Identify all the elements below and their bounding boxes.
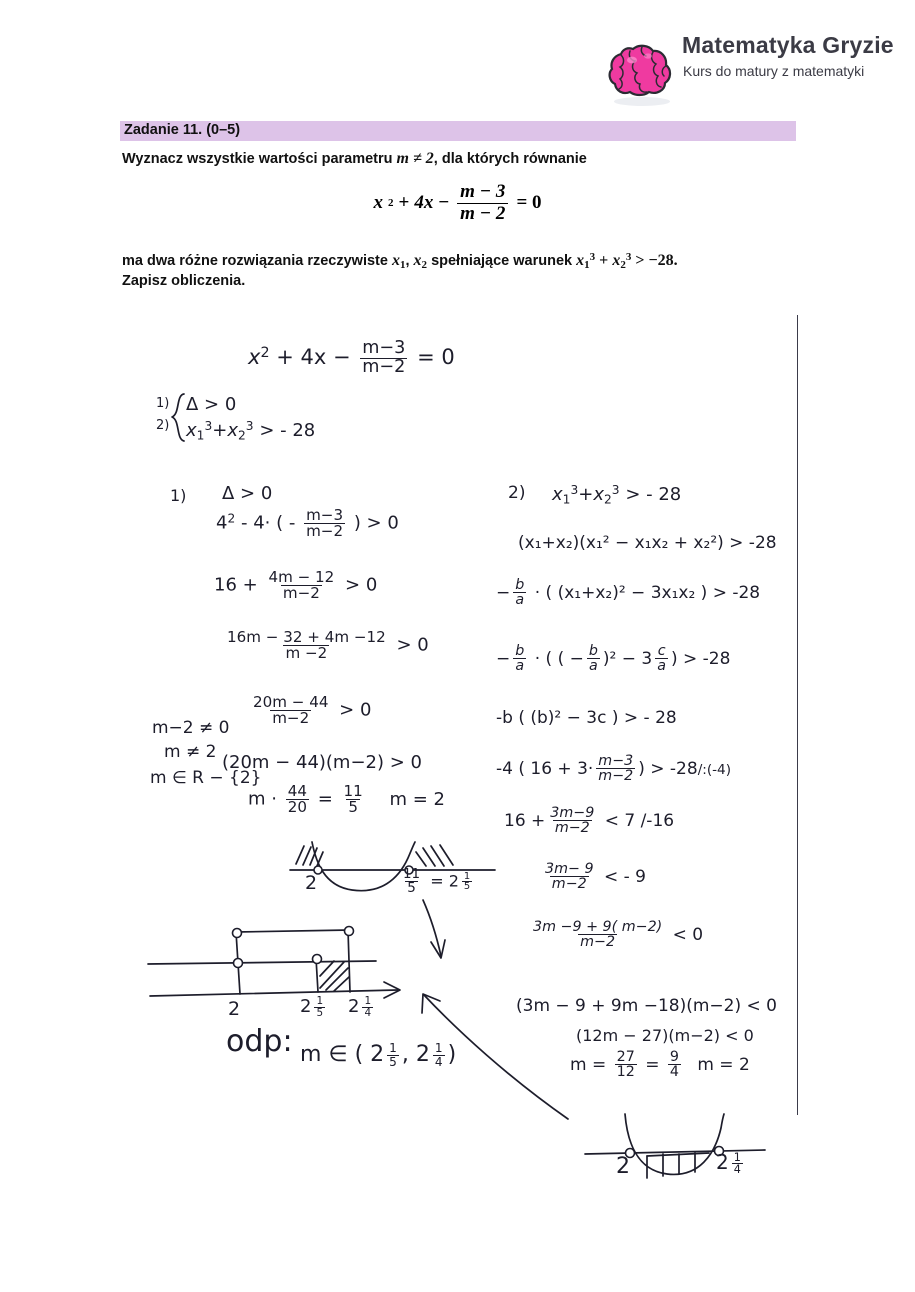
- hw-r1-x1: x: [552, 484, 563, 506]
- hw-r6-div: /:(-4): [697, 761, 732, 778]
- hw-note-domain: m ∈ R − {2}: [150, 768, 262, 788]
- hw-sys-x1-sub: 1: [196, 428, 205, 443]
- hw-system-brace: [168, 392, 188, 444]
- hw-bottom-root-2: [716, 1150, 746, 1175]
- hw-r4-den: a: [515, 658, 525, 675]
- hw-left-root2-mixed: [462, 872, 472, 893]
- hw-l7-num2: 11: [343, 782, 363, 800]
- hw-l4-num: 16m − 32 + 4m −12: [227, 628, 386, 646]
- hw-r4-num3: c: [657, 643, 666, 659]
- hw-left-root2-mixed-den: 5: [463, 881, 471, 893]
- hw-system-cond-2: [186, 419, 315, 443]
- hw-arrow-down: [415, 898, 455, 968]
- hw-nl-t2-den: 5: [316, 1006, 324, 1019]
- hw-r9-den: m−2: [580, 934, 616, 951]
- hw-r9-b: < 0: [672, 924, 704, 945]
- hw-left-l1: Δ > 0: [222, 483, 273, 504]
- hw-system-cond-1: Δ > 0: [186, 394, 237, 415]
- hw-right-r11: (12m − 27)(m−2) < 0: [576, 1026, 754, 1045]
- hw-left-l3: [214, 570, 377, 601]
- hw-r4-fraction-3: [655, 644, 668, 674]
- eq-4x: 4x: [414, 192, 434, 214]
- hw-r12-fraction-1: [615, 1050, 637, 1080]
- hw-r8-den: m−2: [551, 876, 587, 893]
- hw-l2-den: m−2: [306, 522, 344, 541]
- hw-l2-c: ) > 0: [353, 512, 399, 534]
- task-x2: x: [413, 252, 422, 269]
- hw-l3-a: 16 +: [214, 574, 258, 596]
- hw-r4-b: · ( ( −: [534, 648, 584, 669]
- eq-fraction: [457, 182, 508, 224]
- eq-x-exponent: 2: [387, 197, 394, 210]
- margin-rule-line: [797, 315, 798, 1115]
- task-statement-line-1: [122, 150, 587, 168]
- task-cond-x1: x: [576, 252, 585, 269]
- hw-ans-a: m ∈ ( 2: [300, 1042, 385, 1067]
- eq-fraction-denominator: m − 2: [457, 203, 508, 225]
- hw-r1-x1-sub: 1: [562, 492, 571, 507]
- hw-r7-op: /-16: [640, 810, 675, 831]
- hw-nl-t2-frac: [314, 996, 325, 1018]
- hw-r7-num: 3m−9: [550, 805, 595, 821]
- hw-ans-f2-den: 4: [434, 1054, 443, 1069]
- hw-r4-num2: b: [588, 643, 598, 659]
- hw-right-r9: [528, 920, 703, 950]
- hw-l3-fraction: [266, 570, 336, 601]
- hw-ans-c: ): [447, 1042, 457, 1067]
- hw-nl-t3-den: 4: [364, 1006, 372, 1019]
- task-text-a: Wyznacz wszystkie wartości parametru: [122, 151, 393, 167]
- hw-l7-den: 20: [287, 798, 307, 817]
- hw-left-root-1: 2: [305, 872, 318, 894]
- hw-nl-t2-num: 1: [316, 995, 324, 1008]
- hw-parabola-sketch-bottom: [585, 1112, 815, 1192]
- hw-left-root2-mixed-num: 1: [463, 870, 471, 882]
- hw-sys-x1-sup: 3: [204, 419, 213, 433]
- task-text-c: ma dwa różne rozwiązania rzeczywiste: [122, 253, 388, 269]
- hw-l5-b: > 0: [339, 699, 372, 721]
- hw-eq-frac-num: m−3: [362, 338, 406, 358]
- hw-eq-fraction: [360, 340, 407, 376]
- task-cond-x1-sup: 3: [589, 251, 596, 263]
- hw-right-r10: (3m − 9 + 9m −18)(m−2) < 0: [516, 996, 777, 1016]
- hw-sys-x2: x: [227, 420, 238, 442]
- hw-bottom-root2-int: 2: [716, 1150, 729, 1174]
- hw-right-step-label: 2): [508, 483, 526, 503]
- hw-l7-a: m ·: [248, 788, 277, 810]
- hw-r8-b: < - 9: [603, 866, 646, 887]
- hw-r4-fraction-1: [513, 644, 526, 674]
- hw-bottom-root-1: 2: [616, 1154, 630, 1179]
- hw-r4-num: b: [515, 643, 525, 659]
- hw-right-r12: [570, 1050, 750, 1080]
- hw-r4-den2: a: [589, 658, 598, 675]
- logo-shadow: [614, 97, 670, 106]
- task-statement-line-4: Zapisz obliczenia.: [122, 273, 246, 289]
- hw-r6-fraction: [596, 754, 635, 784]
- hw-l3-num: 4m − 12: [268, 568, 335, 586]
- hw-l2-num: m−3: [306, 506, 344, 524]
- hw-r12-num: 27: [616, 1049, 635, 1065]
- hw-number-line-diagram: [148, 918, 448, 1010]
- eq-plus: +: [398, 192, 410, 214]
- hw-system-label-1: 1): [156, 396, 170, 411]
- task-cond-x2-sub: 2: [620, 259, 626, 271]
- hw-r1-x2-sup: 3: [611, 483, 620, 497]
- hw-r3-num: b: [515, 577, 525, 593]
- hw-numberline-tick-2: [300, 996, 328, 1018]
- hw-ans-frac-1: [387, 1042, 399, 1067]
- hw-l2-sup: 2: [227, 511, 236, 526]
- task-cond-tail: > −28.: [635, 252, 678, 269]
- hw-r6-den: m−2: [598, 768, 634, 785]
- hw-l5-num: 20m − 44: [253, 693, 329, 711]
- hw-r3-b: · ( (x₁+x₂)² − 3x₁x₂ ) > -28: [534, 582, 761, 603]
- hw-eq-plus4x: + 4x −: [276, 345, 351, 370]
- hw-l7-b: m = 2: [389, 788, 445, 810]
- hw-right-r7: [504, 806, 674, 836]
- hw-r1-x2: x: [593, 484, 604, 506]
- hw-r12-den: 12: [616, 1064, 635, 1081]
- hw-r6-num: m−3: [598, 753, 634, 769]
- hw-r6-a: -4 ( 16 + 3·: [496, 758, 594, 779]
- eq-fraction-numerator: m − 3: [460, 181, 506, 202]
- task-display-equation: [0, 182, 915, 224]
- hw-r4-den3: a: [657, 658, 666, 675]
- hw-r1-plus: +: [578, 484, 594, 506]
- hw-r12-num2: 9: [669, 1049, 679, 1065]
- brand-subtitle: Kurs do matury z matematyki: [683, 63, 865, 79]
- task-cond-x2: x: [612, 252, 621, 269]
- hw-r3-den: a: [515, 592, 525, 609]
- hw-ans-f2-num: 1: [434, 1041, 443, 1056]
- hw-right-r2: (x₁+x₂)(x₁² − x₁x₂ + x₂²) > -28: [518, 533, 777, 553]
- hw-l7-eq: =: [317, 788, 333, 810]
- task-text-b: , dla których równanie: [433, 151, 587, 167]
- hw-left-l6: (20m − 44)(m−2) > 0: [222, 752, 423, 773]
- hw-r3-fraction: [513, 578, 526, 608]
- hw-bottom-root2-den: 4: [733, 1163, 741, 1176]
- task-x2-sub: 2: [421, 259, 428, 271]
- task-statement-line-3: [122, 251, 678, 271]
- hw-sys-plus: +: [212, 420, 228, 442]
- eq-x: x: [373, 192, 383, 214]
- hw-ans-comma: ,: [401, 1042, 409, 1067]
- hw-numberline-tick-1: 2: [228, 998, 241, 1020]
- hw-r7-fraction: [548, 806, 596, 836]
- hw-r7-den: m−2: [554, 820, 590, 837]
- hw-right-r1: [552, 483, 681, 507]
- hw-left-l4: [222, 630, 429, 661]
- task-param-condition: m ≠ 2: [396, 150, 434, 167]
- hw-r7-a: 16 +: [504, 810, 546, 831]
- task-text-d: spełniające warunek: [431, 253, 573, 269]
- hw-r4-a: −: [496, 648, 511, 669]
- hw-l2-b: - 4· ( -: [240, 512, 296, 534]
- brand-logo-block: [604, 28, 904, 106]
- hw-nl-t3-frac: [362, 996, 373, 1018]
- hw-r9-num: 3m −9 + 9( m−2): [533, 919, 663, 935]
- hw-r8-num: 3m− 9: [545, 861, 594, 877]
- hw-l5-den: m−2: [272, 709, 310, 728]
- hw-right-r6: [496, 754, 731, 784]
- hw-sys-x2-sup: 3: [245, 419, 254, 433]
- hw-equation-restated: [248, 340, 455, 376]
- hw-nl-t2-int: 2: [300, 996, 312, 1017]
- hw-r12-fraction-2: [668, 1050, 681, 1080]
- task-cond-x2-sup: 3: [625, 251, 632, 263]
- task-header-band: [120, 121, 796, 141]
- hw-r4-fraction-2: [587, 644, 600, 674]
- hw-eq-x-exp: 2: [260, 345, 270, 362]
- hw-left-l2: [216, 508, 399, 539]
- hw-note-denominator: m−2 ≠ 0: [152, 718, 230, 738]
- hw-right-r3: [496, 578, 760, 608]
- hw-left-root2-den: 5: [407, 881, 416, 897]
- hw-eq-x: x: [248, 345, 261, 370]
- hw-l4-b: > 0: [396, 634, 429, 656]
- eq-minus: −: [438, 192, 450, 214]
- hw-l7-num: 44: [287, 782, 307, 800]
- hw-l3-b: > 0: [345, 574, 378, 596]
- hw-r3-a: −: [496, 582, 511, 603]
- task-cond-x1-sub: 1: [584, 259, 590, 271]
- hw-r6-b: ) > -28: [638, 758, 698, 779]
- brain-icon: [604, 32, 680, 106]
- hw-l4-den: m −2: [285, 644, 328, 663]
- hw-r4-d: ) > -28: [670, 648, 731, 669]
- hw-note-m-not-2: m ≠ 2: [164, 742, 217, 762]
- hw-r7-b: < 7: [604, 810, 636, 831]
- hw-l7-fraction-1: [286, 784, 309, 815]
- hw-r12-a: m =: [570, 1054, 607, 1075]
- hw-nl-t3-num: 1: [364, 995, 372, 1008]
- hw-right-r5: -b ( (b)² − 3c ) > - 28: [496, 708, 677, 728]
- task-number-label: Zadanie 11. (0–5): [124, 122, 241, 138]
- hw-ans-f1-num: 1: [389, 1041, 397, 1056]
- hw-sys-x1: x: [186, 420, 197, 442]
- hw-r4-c: )² − 3: [602, 648, 653, 669]
- hw-sys-tail: > - 28: [259, 420, 316, 442]
- hw-l4-fraction: [225, 630, 388, 661]
- hw-right-r8: [540, 862, 646, 892]
- hw-left-l7: [248, 784, 445, 815]
- hw-r9-fraction: [531, 920, 664, 950]
- hw-l3-den: m−2: [282, 584, 320, 603]
- task-x1: x: [391, 252, 400, 269]
- task-comma: ,: [405, 253, 410, 269]
- hw-eq-frac-den: m−2: [362, 356, 406, 377]
- hw-bottom-root2-frac: [732, 1152, 743, 1175]
- hw-system-label-2: 2): [156, 418, 170, 433]
- task-cond-plus: +: [599, 252, 609, 269]
- hw-left-root-2: [398, 868, 475, 896]
- hw-nl-t3-int: 2: [348, 996, 360, 1017]
- task-x1-sub: 1: [399, 259, 406, 271]
- hw-left-l5: [248, 695, 371, 726]
- hw-r1-x2-sub: 2: [604, 492, 612, 507]
- hw-ans-f1-den: 5: [389, 1054, 397, 1069]
- hw-bottom-root2-num: 1: [733, 1150, 741, 1164]
- brand-title: Matematyka Gryzie: [682, 32, 894, 58]
- hw-r1-x1-sup: 3: [570, 483, 579, 497]
- hw-r12-b: m = 2: [697, 1054, 750, 1075]
- hw-numberline-tick-3: [348, 996, 376, 1018]
- hw-answer-label: odp:: [226, 1024, 293, 1059]
- hw-r1-tail: > - 28: [625, 484, 682, 506]
- eq-equals-zero: = 0: [516, 192, 542, 214]
- hw-r8-fraction: [543, 862, 596, 892]
- hw-eq-zero: = 0: [417, 345, 455, 370]
- hw-ans-b: 2: [415, 1042, 430, 1067]
- hw-l7-den2: 5: [348, 798, 358, 817]
- hw-r12-den2: 4: [669, 1064, 679, 1081]
- hw-sys-x2-sub: 2: [238, 428, 246, 443]
- hw-left-root2-eq: = 2: [430, 871, 459, 891]
- hw-left-root2-frac: [401, 868, 422, 896]
- hw-l2-fraction: [304, 508, 345, 539]
- hw-left-step-label: 1): [170, 486, 187, 505]
- hw-l5-fraction: [251, 695, 330, 726]
- hw-l7-fraction-2: [342, 784, 365, 815]
- hw-right-r4: [496, 644, 730, 674]
- hw-r12-eq: =: [645, 1054, 660, 1075]
- hw-left-root2-num: 11: [403, 867, 421, 882]
- hw-l2-four: 4: [216, 512, 228, 534]
